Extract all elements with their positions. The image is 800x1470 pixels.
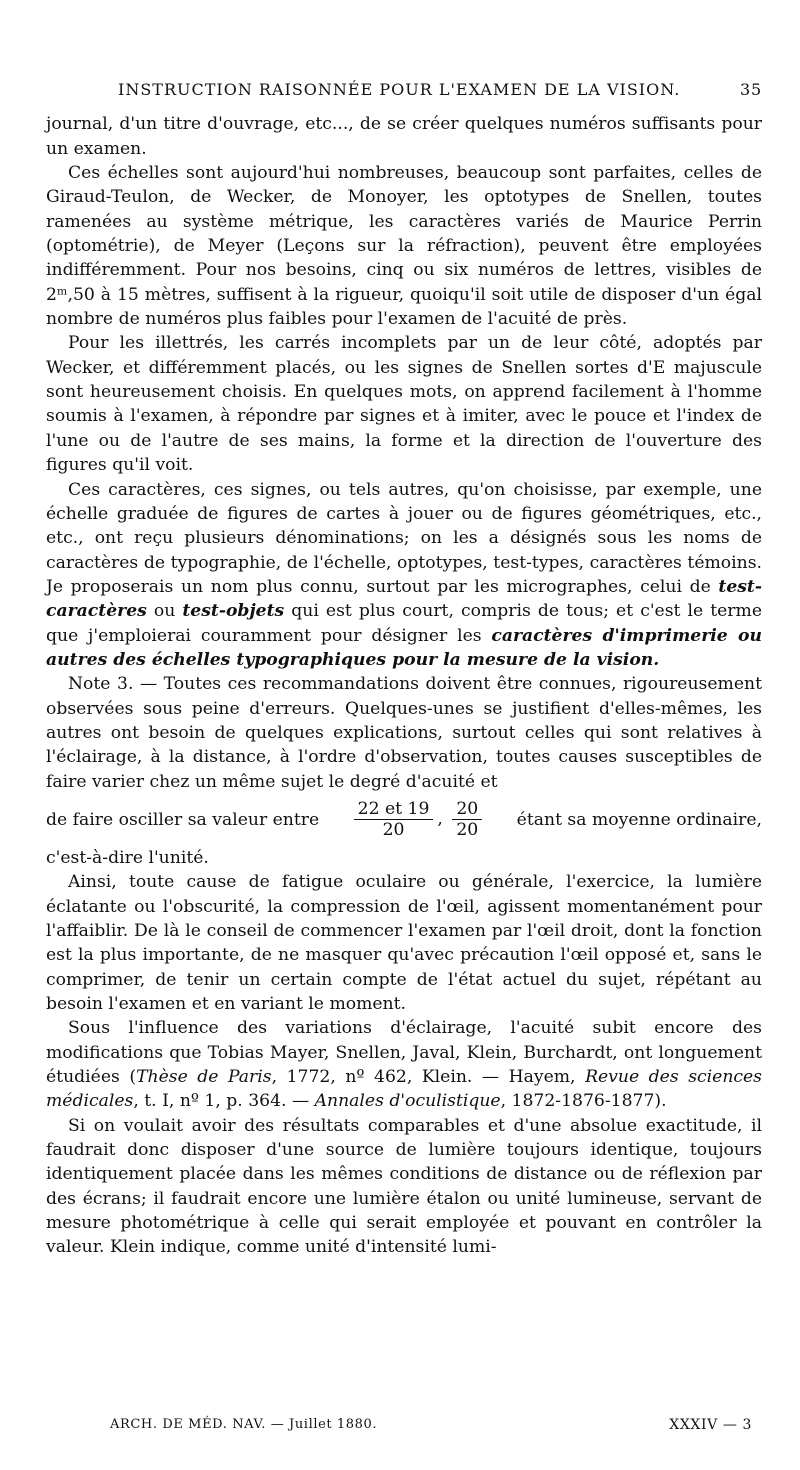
footer-signature: XXXIV — 3 [669,1417,752,1433]
p8-ref-these: Thèse de Paris [136,1067,272,1088]
footer-journal: ARCH. DE MÉD. NAV. — Juillet 1880. [110,1417,378,1432]
page-footer [110,1413,752,1437]
p4-term-test-objets: test-objets [182,601,285,622]
p4-text-c: ou [146,601,183,622]
fraction-unit [452,799,482,840]
paragraph-8 [46,1016,762,1113]
p8-text-a: Sous l'influence des variations d'éclairage, l'acuité subit encore des modifications que Tobias Mayer, Snellen, Javal, Klein, Burchardt, ont longuement étudiées ( [46,1018,762,1088]
p4-term-test-caracteres: test-caractères [46,576,762,622]
p4-term-caracteres-imprimerie: caractères d'imprimerie ou autres des échelles typographiques pour la mesure de la vision. [46,625,762,670]
p8-ref-annales: Annales d'oculistique [314,1091,501,1112]
paragraph-5-note-3: Note 3. — Toutes ces recommandations doivent être connues, rigoureusement observées sous peine d'erreurs. Quelques-unes se justifient d'elles-mêmes, les autres ont besoin de quelques explications, surtout celles qui sont relatives à l'éclairage, à la distance, à l'ordre d'observation, toutes causes susceptibles de faire varier chez un même sujet le degré d'acuité et [46,674,762,792]
paragraph-6-end: c'est-à-dire l'unité. [46,847,209,868]
p4-text-e: qui est plus court, compris de tous; et c'est le terme que j'emploierai couramment pour désigner les [46,601,762,646]
fraction-unit-denominator: 20 [456,820,479,841]
p8-ref-revue: Revue des sciences médicales [46,1067,763,1112]
fraction-unit-numerator: 20 [452,799,482,820]
paragraph-4 [46,478,762,673]
fraction-line [46,794,762,846]
fraction-range-numerator: 22 et 19 [354,799,434,820]
fraction-line-post: étant sa moyenne ordinaire, [516,809,762,830]
fraction-group [350,799,487,840]
p8-text-g: , 1872-1876-1877). [500,1091,667,1112]
p4-text-a: Ces caractères, ces signes, ou tels autres, qu'on choisisse, par exemple, une échelle graduée de figures de cartes à jouer ou de figures géométriques, etc., etc., ont reçu plusieurs dénominations; on les a désignés sous les noms de caractères de typographie, de l'échelle, optotypes, test-types, caractères témoins. Je proposerais un nom plus connu, surtout par les micrographes, celui de [46,479,762,597]
paragraph-3: Pour les illettrés, les carrés incomplets par un de leur côté, adoptés par Wecker, et différemment placés, ou les signes de Snellen sortes d'E majuscule sont heureusement choisis. En quelques mots, on apprend facilement à l'homme soumis à l'examen, à répondre par signes et à imiter, avec le pouce et l'index de l'une ou de l'autre de ses mains, la forme et la direction de l'ouverture des figures qu'il voit. [46,333,762,476]
paragraph-1: journal, d'un titre d'ouvrage, etc..., de se créer quelques numéros suffisants pour un examen. [46,114,762,159]
fraction-range [354,799,434,840]
fraction-comma: , [437,809,443,830]
p8-text-e: , t. I, nº 1, p. 364. — [133,1091,315,1112]
paragraph-2: Ces échelles sont aujourd'hui nombreuses, beaucoup sont parfaites, celles de Giraud-Teulon, de Wecker, de Monoyer, les optotypes de Snellen, toutes ramenées au système métrique, les caractères variés de Maurice Perrin (optométrie), de Meyer (Leçons sur la réfraction), peuvent être employées indifféremment. Pour nos besoins, cinq ou six numéros de lettres, visibles de 2ᵐ,50 à 15 mètres, suffisent à la rigueur, quoiqu'il soit utile de disposer d'un égal nombre de numéros plus faibles pour l'examen de l'acuité de près. [46,163,762,330]
running-header [46,78,762,102]
header-title: INSTRUCTION RAISONNÉE POUR L'EXAMEN DE LA VISION. [118,80,681,99]
fraction-line-pre: de faire osciller sa valeur entre [46,809,320,830]
paragraph-7: Ainsi, toute cause de fatigue oculaire ou générale, l'exercice, la lumière éclatante ou l'obscurité, la compression de l'œil, agissent momentanément pour l'affaiblir. De là le conseil de commencer l'examen par l'œil droit, dont la fonction est la plus importante, de ne masquer qu'avec précaution l'œil opposé et, sans le comprimer, de tenir un certain compte de l'état actuel du sujet, répétant au besoin l'examen et en variant le moment. [46,872,762,1015]
fraction-range-denominator: 20 [382,820,405,841]
page-number: 35 [740,80,762,99]
p8-text-c: , 1772, nº 462, Klein. — Hayem, [271,1067,586,1088]
paragraph-9: Si on voulait avoir des résultats comparables et d'une absolue exactitude, il faudrait donc disposer d'une source de lumière toujours identique, toujours identiquement placée dans les mêmes conditions de distance ou de réflexion par des écrans; il faudrait encore une lumière étalon ou unité lumineuse, servant de mesure photométrique à celle qui serait employée et pouvant en contrôler la valeur. Klein indique, comme unité d'intensité lumi- [46,1115,762,1258]
